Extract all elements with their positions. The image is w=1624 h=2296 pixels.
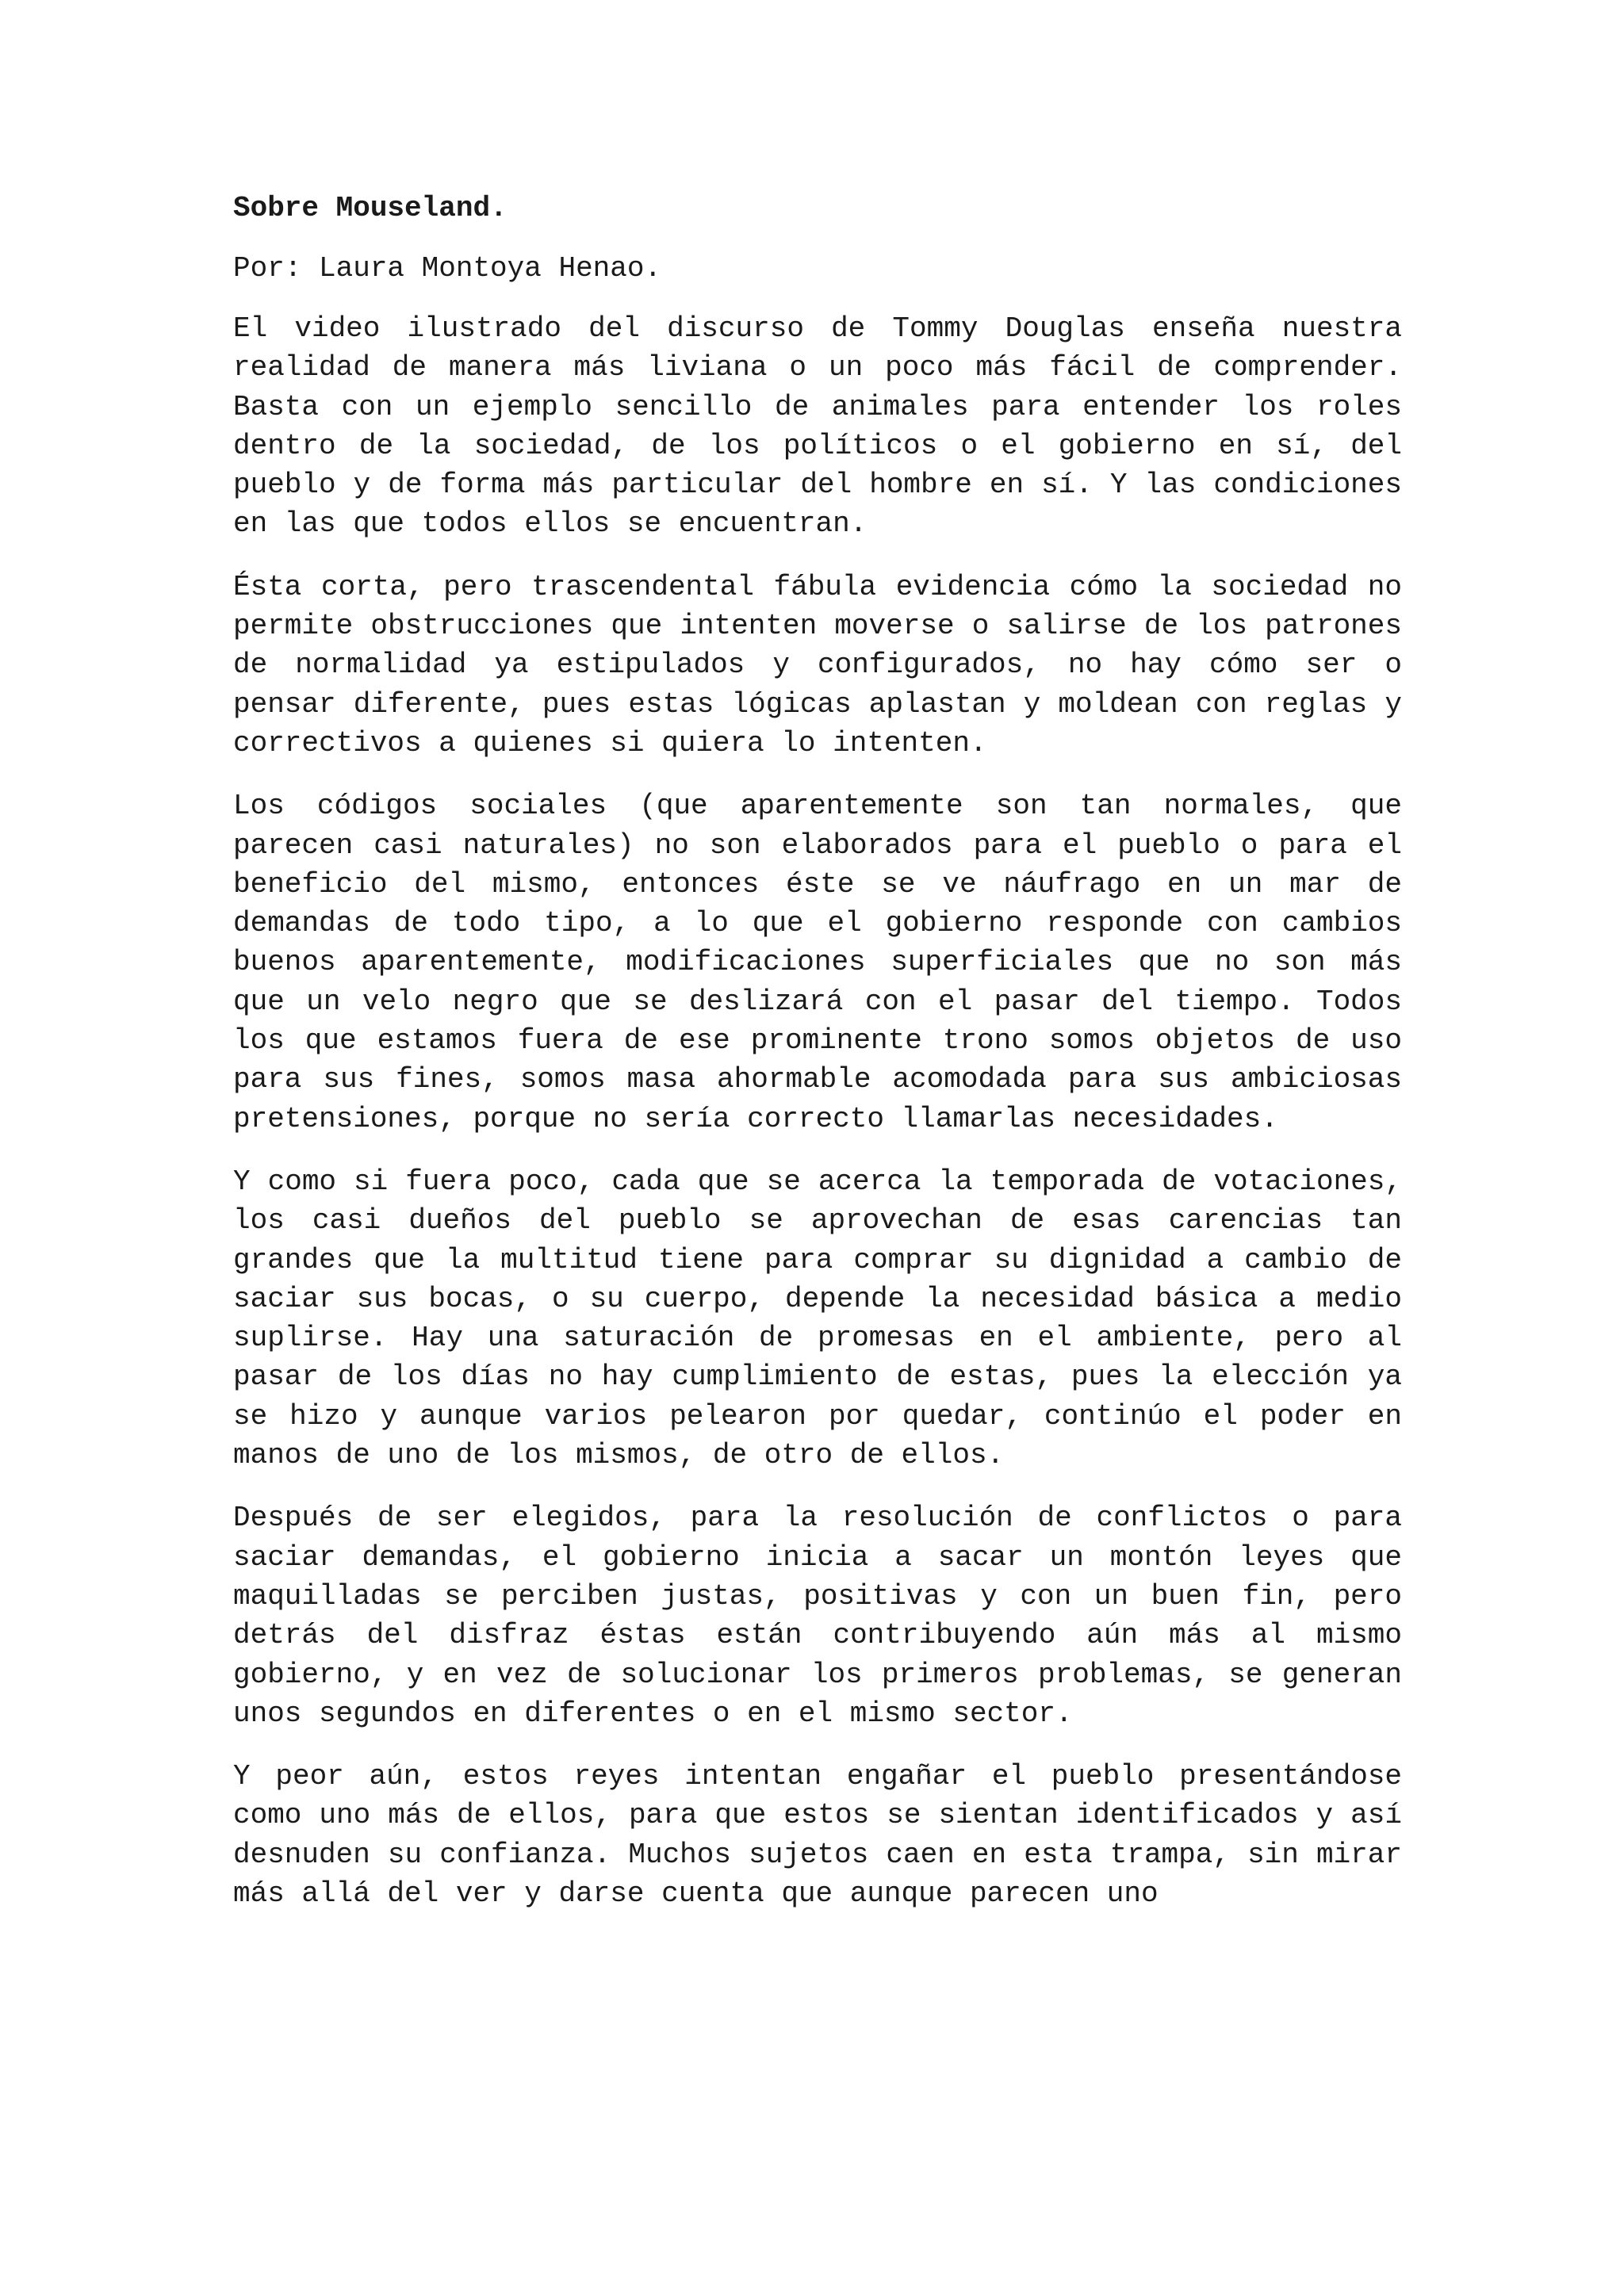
paragraph-5: Después de ser elegidos, para la resolución de conflictos o para saciar demandas, el gobierno inicia a sacar un montón leyes que maquilladas se perciben justas, positivas y con un buen fin, pero detrás del disfraz éstas están contribuyendo aún más al mismo gobierno, y en vez de solucionar los primeros problemas, se generan unos segundos en diferentes o en el mismo sector. — [233, 1502, 1402, 1730]
document-body — [233, 189, 1402, 1937]
paragraph-2: Ésta corta, pero trascendental fábula evidencia cómo la sociedad no permite obstrucciones que intenten moverse o salirse de los patrones de normalidad ya estipulados y configurados, no hay cómo ser o pensar diferente, pues estas lógicas aplastan y moldean con reglas y correctivos a quienes si quiera lo intenten. — [233, 570, 1402, 760]
paragraph-1: El video ilustrado del discurso de Tommy Douglas enseña nuestra realidad de manera más liviana o un poco más fácil de comprender. Basta con un ejemplo sencillo de animales para entender los roles dentro de la sociedad, de los políticos o el gobierno en sí, del pueblo y de forma más particular del hombre en sí. Y las condiciones en las que todos ellos se encuentran. — [233, 312, 1402, 541]
paragraph-3: Los códigos sociales (que aparentemente son tan normales, que parecen casi naturales) no son elaborados para el pueblo o para el beneficio del mismo, entonces éste se ve náufrago en un mar de demandas de todo tipo, a lo que el gobierno responde con cambios buenos aparentemente, modificaciones superficiales que no son más que un velo negro que se deslizará con el pasar del tiempo. Todos los que estamos fuera de ese prominente trono somos objetos de uso para sus fines, somos masa ahormable acomodada para sus ambiciosas pretensiones, porque no sería correcto llamarlas necesidades. — [233, 790, 1402, 1135]
paragraph-6: Y peor aún, estos reyes intentan engañar el pueblo presentándose como uno más de ellos, para que estos se sientan identificados y así desnuden su confianza. Muchos sujetos caen en esta trampa, sin mirar más allá del ver y darse cuenta que aunque parecen uno — [233, 1760, 1402, 1910]
document-title: Sobre Mouseland. — [233, 192, 508, 224]
author-line: Por: Laura Montoya Henao. — [233, 252, 662, 285]
paragraph-4: Y como si fuera poco, cada que se acerca la temporada de votaciones, los casi dueños del pueblo se aprovechan de esas carencias tan grandes que la multitud tiene para comprar su dignidad a cambio de saciar sus bocas, o su cuerpo, depende la necesidad básica a medio suplirse. Hay una saturación de promesas en el ambiente, pero al pasar de los días no hay cumplimiento de estas, pues la elección ya se hizo y aunque varios pelearon por quedar, continúo el poder en manos de uno de los mismos, de otro de ellos. — [233, 1165, 1402, 1472]
